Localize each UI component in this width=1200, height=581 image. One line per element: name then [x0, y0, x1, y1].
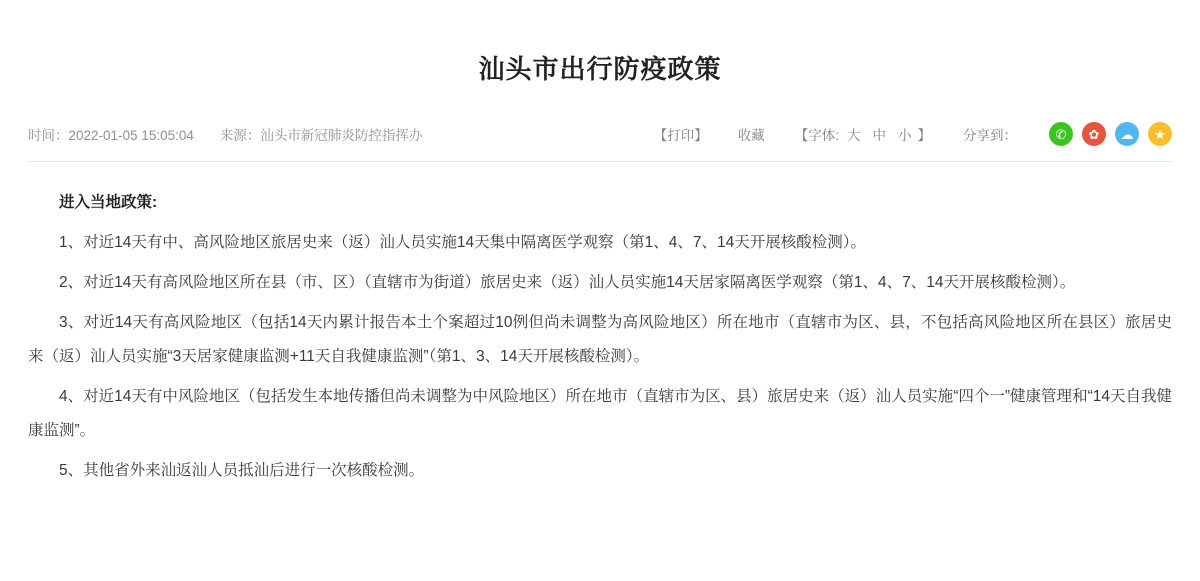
article-meta-bar — [28, 121, 1172, 162]
page-title: 汕头市出行防疫政策 — [478, 54, 722, 85]
publish-source: 来源：汕头市新冠肺炎防控指挥办 — [219, 128, 423, 144]
article-paragraph-3: 3、对近14天有高风险地区（包括14天内累计报告本土个案超过10例但尚未调整为高风险地区）所在地市（直辖市为区、县，不包括高风险地区所在县区）旅居史来（返）汕人员实施“3天居家健康监测+11天自我健康监测”（第1、3、14天开展核酸检测）。 — [28, 314, 1172, 366]
publish-time: 时间：2022-01-05 15:05:04 — [28, 128, 194, 144]
font-size-large-button[interactable]: 大 — [847, 128, 861, 144]
favorite-button[interactable]: 收藏 — [737, 128, 765, 144]
article-lead: 进入当地政策: — [59, 194, 158, 212]
font-size-small-button[interactable]: 小 — [898, 128, 912, 144]
article-body — [28, 186, 1172, 488]
share-icon-group — [1049, 122, 1172, 146]
weibo-share-icon[interactable]: ✿ — [1082, 122, 1106, 146]
wechat-share-icon[interactable]: ✆ — [1049, 122, 1073, 146]
meta-left-group — [28, 124, 422, 144]
font-size-medium-button[interactable]: 中 — [872, 128, 886, 144]
font-size-label: 【字体: — [794, 128, 839, 144]
meta-tools-group — [654, 122, 1172, 146]
favorite-star-icon[interactable]: ★ — [1148, 122, 1172, 146]
article-paragraph-1: 1、对近14天有中、高风险地区旅居史来（返）汕人员实施14天集中隔离医学观察（第1、4、7、14天开展核酸检测）。 — [59, 234, 866, 252]
font-size-close-bracket: 】 — [917, 128, 931, 144]
qq-share-icon[interactable]: ☁ — [1115, 122, 1139, 146]
article-page — [0, 17, 1200, 581]
article-paragraph-5: 5、其他省外来汕返汕人员抵汕后进行一次核酸检测。 — [59, 462, 425, 480]
article-paragraph-2: 2、对近14天有高风险地区所在县（市、区）（直辖市为街道）旅居史来（返）汕人员实施14天居家隔离医学观察（第1、4、7、14天开展核酸检测）。 — [59, 274, 1076, 292]
print-button[interactable]: 【打印】 — [653, 128, 708, 144]
font-size-control — [795, 124, 933, 144]
share-label: 分享到： — [963, 128, 1017, 144]
article-paragraph-4: 4、对近14天有中风险地区（包括发生本地传播但尚未调整为中风险地区）所在地市（直辖市为区、县）旅居史来（返）汕人员实施“四个一”健康管理和“14天自我健康监测”。 — [28, 388, 1172, 440]
